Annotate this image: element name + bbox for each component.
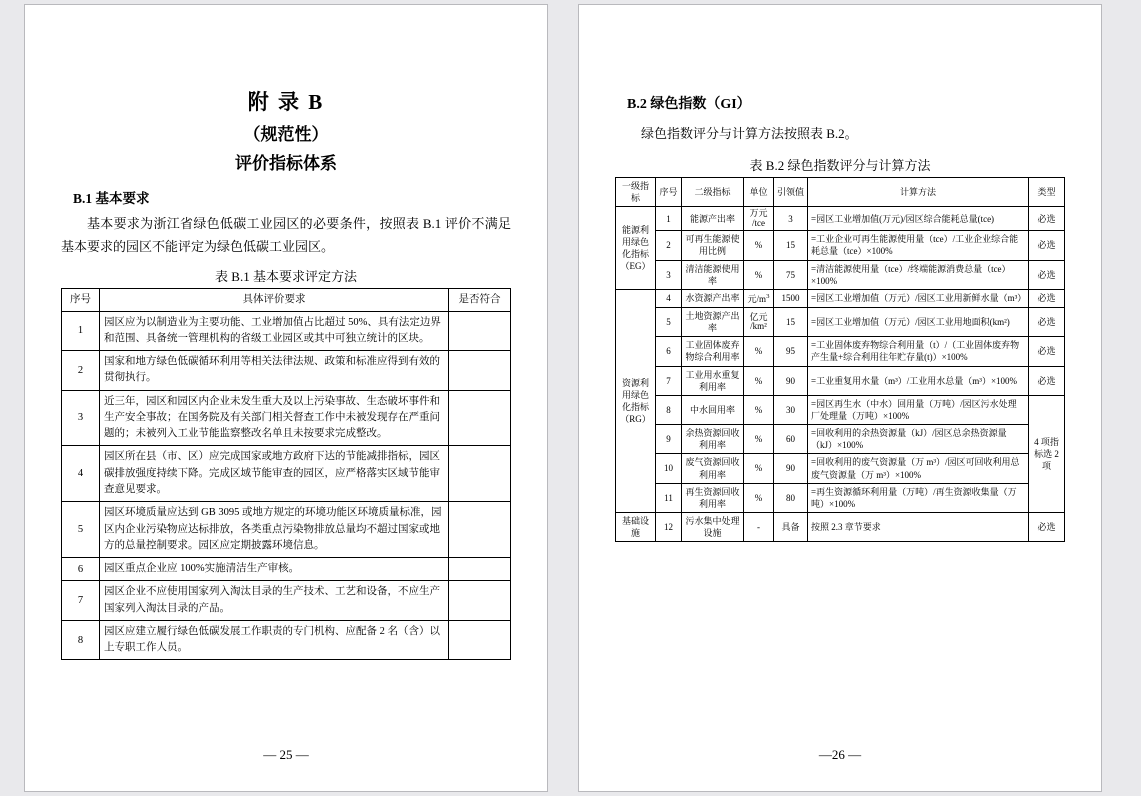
cell-no: 4 [656, 289, 682, 307]
appendix-subtitle: （规范性） [243, 124, 329, 144]
cell-secondary-indicator: 再生资源回收利用率 [682, 483, 744, 512]
unit-denominator: /km² [750, 321, 767, 332]
cell-leading-value: 3 [774, 207, 808, 231]
cell-no: 10 [656, 454, 682, 483]
cell-requirement: 园区应建立履行绿色低碳发展工作职责的专门机构、应配备 2 名（含）以上专职工作人员。 [100, 620, 449, 660]
table-row [616, 483, 1065, 512]
cell-calculation: =回收利用的废气资源量（万 m³）/园区可回收利用总废气资源量（万 m³）×100% [808, 454, 1029, 483]
document-page-25 [24, 4, 548, 792]
cell-leading-value: 90 [774, 366, 808, 395]
column-header-compliance: 是否符合 [449, 289, 511, 311]
cell-no: 1 [62, 311, 100, 351]
cell-compliance [449, 311, 511, 351]
cell-primary-indicator: 基础设施 [616, 512, 656, 541]
cell-requirement: 园区企业不应使用国家列入淘汰目录的生产技术、工艺和设备，不应生产国家列入淘汰目录的产品。 [100, 581, 449, 621]
cell-requirement: 园区重点企业应 100%实施清洁生产审核。 [100, 558, 449, 581]
cell-secondary-indicator: 工业固体废弃物综合利用率 [682, 337, 744, 366]
document-page-26 [578, 4, 1102, 792]
cell-no: 6 [656, 337, 682, 366]
cell-no: 8 [656, 395, 682, 424]
cell-requirement: 园区环境质量应达到 GB 3095 或地方规定的环境功能区环境质量标准，园区内企业污染物应达标排放，各类重点污染物排放总量均不超过国家或地方的总量控制要求。园区应定期披露环境信息。 [100, 502, 449, 558]
cell-leading-value: 30 [774, 395, 808, 424]
cell-no: 5 [656, 307, 682, 336]
column-header-no: 序号 [62, 289, 100, 311]
cell-unit [744, 307, 774, 336]
table-row [616, 289, 1065, 307]
cell-calculation: =园区工业增加值（万元）/园区工业用地面积(km²) [808, 307, 1029, 336]
cell-calculation: 按照 2.3 章节要求 [808, 512, 1029, 541]
cell-compliance [449, 390, 511, 446]
cell-compliance [449, 558, 511, 581]
cell-calculation: =清洁能源使用量（tce）/终端能源消费总量（tce）×100% [808, 260, 1029, 289]
table-b2-caption: 表 B.2 绿色指数评分与计算方法 [749, 158, 931, 174]
unit-numerator: 万元 [749, 208, 768, 219]
column-header-requirement: 具体评价要求 [100, 289, 449, 311]
cell-requirement: 园区所在县（市、区）应完成国家或地方政府下达的节能减排指标，园区碳排放强度持续下降。完成区域节能审查的园区，应严格落实区域节能审查意见要求。 [100, 446, 449, 502]
cell-no: 9 [656, 425, 682, 454]
section-b1-paragraph: 基本要求为浙江省绿色低碳工业园区的必要条件，按照表 B.1 评价不满足基本要求的园区不能评定为绿色低碳工业园区。 [61, 215, 511, 254]
table-header-row [62, 289, 511, 311]
section-b2-paragraph: 绿色指数评分与计算方法按照表 B.2。 [641, 126, 858, 141]
cell-type: 必选 [1029, 207, 1065, 231]
cell-unit: % [744, 231, 774, 260]
cell-leading-value: 80 [774, 483, 808, 512]
cell-calculation: =园区再生水（中水）回用量（万吨）/园区污水处理厂处理量（万吨）×100% [808, 395, 1029, 424]
cell-unit [744, 207, 774, 231]
cell-no: 2 [62, 351, 100, 391]
cell-no: 2 [656, 231, 682, 260]
table-row [616, 395, 1065, 424]
page-number-left: — 25 — [263, 747, 309, 762]
column-header-calculation: 计算方法 [808, 178, 1029, 207]
unit-denominator: /tce [751, 217, 765, 228]
cell-no: 8 [62, 620, 100, 660]
table-row [62, 390, 511, 446]
cell-calculation: =园区工业增加值（万元）/园区工业用新鲜水量（m³） [808, 289, 1029, 307]
column-header-unit: 单位 [744, 178, 774, 207]
cell-requirement: 近三年，园区和园区内企业未发生重大及以上污染事故、生态破坏事件和生产安全事故；在国务院及有关部门相关督查工作中未被发现存在严重问题的；未被列入工业节能监察整改名单且未按要求完成整改。 [100, 390, 449, 446]
table-row [62, 581, 511, 621]
table-row [62, 351, 511, 391]
table-row [616, 366, 1065, 395]
cell-no: 12 [656, 512, 682, 541]
cell-calculation: =工业企业可再生能源使用量（tce）/工业企业综合能耗总量（tce）×100% [808, 231, 1029, 260]
unit-numerator: 亿元 [749, 311, 768, 322]
cell-leading-value: 15 [774, 307, 808, 336]
appendix-subtitle-2: 评价指标体系 [235, 153, 337, 173]
table-row [616, 307, 1065, 336]
cell-no: 6 [62, 558, 100, 581]
table-row [62, 446, 511, 502]
appendix-title: 附 录 B [247, 90, 325, 114]
cell-type: 必选 [1029, 307, 1065, 336]
table-row [62, 558, 511, 581]
section-heading-b2: B.2 绿色指数（GI） [627, 97, 751, 112]
unit-exponent: 3 [766, 292, 770, 300]
cell-requirement: 国家和地方绿色低碳循环利用等相关法律法规、政策和标准应得到有效的贯彻执行。 [100, 351, 449, 391]
cell-unit: % [744, 483, 774, 512]
cell-unit: % [744, 337, 774, 366]
cell-type-merged: 4 项指标选 2 项 [1029, 395, 1065, 512]
cell-leading-value: 90 [774, 454, 808, 483]
table-row [62, 620, 511, 660]
cell-secondary-indicator: 废气资源回收利用率 [682, 454, 744, 483]
table-b1 [61, 288, 511, 660]
cell-no: 3 [656, 260, 682, 289]
cell-secondary-indicator: 能源产出率 [682, 207, 744, 231]
cell-no: 3 [62, 390, 100, 446]
cell-leading-value: 95 [774, 337, 808, 366]
table-row [616, 425, 1065, 454]
table-b2 [615, 177, 1065, 542]
table-b1-caption: 表 B.1 基本要求评定方法 [215, 269, 357, 285]
cell-primary-indicator: 能源利用绿色化指标（EG） [616, 207, 656, 289]
cell-secondary-indicator: 中水回用率 [682, 395, 744, 424]
cell-compliance [449, 581, 511, 621]
cell-type: 必选 [1029, 260, 1065, 289]
cell-secondary-indicator: 土地资源产出率 [682, 307, 744, 336]
cell-no: 5 [62, 502, 100, 558]
cell-unit: % [744, 260, 774, 289]
cell-leading-value: 具备 [774, 512, 808, 541]
cell-secondary-indicator: 清洁能源使用率 [682, 260, 744, 289]
cell-unit: % [744, 425, 774, 454]
cell-compliance [449, 446, 511, 502]
cell-no: 4 [62, 446, 100, 502]
cell-unit: % [744, 395, 774, 424]
column-header-primary-indicator: 一级指标 [616, 178, 656, 207]
cell-type: 必选 [1029, 512, 1065, 541]
cell-secondary-indicator: 污水集中处理设施 [682, 512, 744, 541]
cell-secondary-indicator: 水资源产出率 [682, 289, 744, 307]
unit-text: 元/m [747, 293, 767, 304]
cell-unit: - [744, 512, 774, 541]
cell-type: 必选 [1029, 231, 1065, 260]
cell-type: 必选 [1029, 337, 1065, 366]
cell-calculation: =工业固体废弃物综合利用量（t）/（工业固体废弃物产生量+综合利用往年贮存量(t)）×100% [808, 337, 1029, 366]
cell-leading-value: 1500 [774, 289, 808, 307]
table-row [616, 260, 1065, 289]
cell-calculation: =园区工业增加值(万元)/园区综合能耗总量(tce) [808, 207, 1029, 231]
cell-calculation: =工业重复用水量（m³）/工业用水总量（m³）×100% [808, 366, 1029, 395]
cell-calculation: =再生资源循环利用量（万吨）/再生资源收集量（万吨）×100% [808, 483, 1029, 512]
cell-secondary-indicator: 工业用水重复利用率 [682, 366, 744, 395]
cell-type: 必选 [1029, 366, 1065, 395]
cell-no: 11 [656, 483, 682, 512]
cell-unit: % [744, 454, 774, 483]
cell-compliance [449, 620, 511, 660]
table-row [616, 454, 1065, 483]
cell-no: 7 [656, 366, 682, 395]
table-row [62, 311, 511, 351]
cell-compliance [449, 502, 511, 558]
table-row [616, 512, 1065, 541]
cell-unit: % [744, 366, 774, 395]
cell-leading-value: 60 [774, 425, 808, 454]
cell-leading-value: 15 [774, 231, 808, 260]
table-row [616, 337, 1065, 366]
table-row [62, 502, 511, 558]
column-header-leading-value: 引领值 [774, 178, 808, 207]
cell-compliance [449, 351, 511, 391]
cell-requirement: 园区应为以制造业为主要功能、工业增加值占比超过 50%、具有法定边界和范围、具备统一管理机构的省级工业园区或其中可独立统计的区块。 [100, 311, 449, 351]
cell-primary-indicator: 资源利用绿色化指标（RG） [616, 289, 656, 512]
cell-type: 必选 [1029, 289, 1065, 307]
cell-leading-value: 75 [774, 260, 808, 289]
cell-no: 1 [656, 207, 682, 231]
page-number-right: —26 — [818, 747, 862, 762]
cell-no: 7 [62, 581, 100, 621]
cell-secondary-indicator: 可再生能源使用比例 [682, 231, 744, 260]
cell-secondary-indicator: 余热资源回收利用率 [682, 425, 744, 454]
column-header-no: 序号 [656, 178, 682, 207]
column-header-secondary-indicator: 二级指标 [682, 178, 744, 207]
cell-calculation: =回收利用的余热资源量（kJ）/园区总余热资源量（kJ）×100% [808, 425, 1029, 454]
table-header-row [616, 178, 1065, 207]
column-header-type: 类型 [1029, 178, 1065, 207]
table-row [616, 231, 1065, 260]
section-heading-b1: B.1 基本要求 [73, 190, 150, 206]
table-row [616, 207, 1065, 231]
cell-unit [744, 289, 774, 307]
